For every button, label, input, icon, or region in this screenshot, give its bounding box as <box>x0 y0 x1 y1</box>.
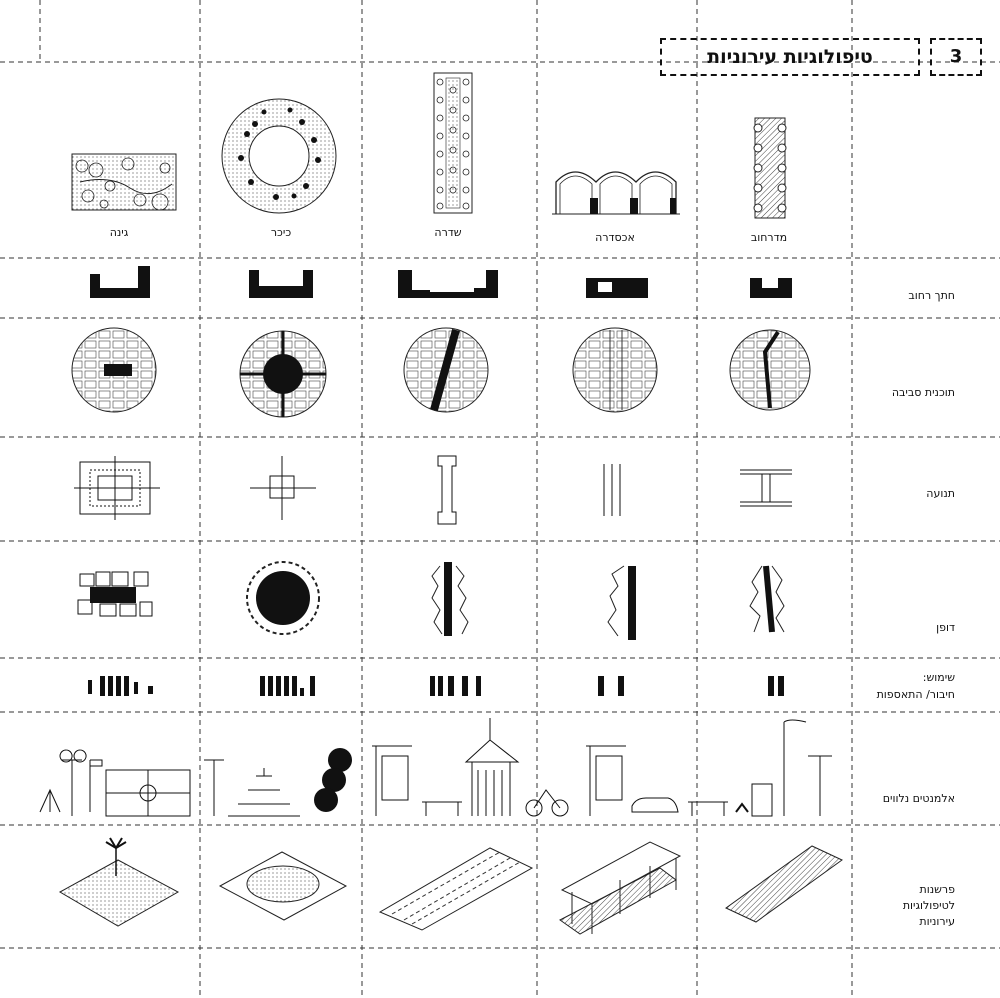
pedestrian-street-plan-icon <box>754 118 786 218</box>
row-label-usage-1: שימוש: <box>922 671 955 684</box>
pedestrian-interpretation-icon <box>726 846 842 922</box>
row-label-movement: תנועה <box>926 487 955 500</box>
garden-section-icon <box>90 266 150 298</box>
column-label-garden: גינה <box>109 226 129 239</box>
square-elements-icon <box>204 748 352 816</box>
boulevard-section-icon <box>398 270 498 298</box>
page-title: טיפולוגיות עירוניות <box>660 38 920 76</box>
square-surroundings-icon <box>240 331 326 417</box>
arcade-edge-icon <box>608 566 636 640</box>
garden-plan-icon <box>72 154 176 210</box>
row-label-interpretation-3: עירוניות <box>919 915 955 928</box>
arcade-elements-icon <box>526 746 678 816</box>
boulevard-movement-icon <box>438 456 456 524</box>
section-number: 3 <box>930 38 982 76</box>
row-label-surroundings: תוכנית סביבה <box>891 386 955 399</box>
row-label-interpretation-1: פרשנות <box>919 883 955 896</box>
column-label-arcade: אכסדרה <box>595 231 635 244</box>
garden-surroundings-icon <box>72 328 156 412</box>
square-movement-icon <box>250 456 316 520</box>
arcade-interpretation-icon <box>560 842 680 934</box>
row-label-usage-2: חיבור/ התאספות <box>876 688 955 701</box>
boulevard-interpretation-icon <box>380 848 532 930</box>
square-edge-icon <box>247 562 319 634</box>
garden-movement-icon <box>74 456 160 520</box>
column-label-pedestrian: מדרחוב <box>750 231 788 244</box>
garden-edge-icon <box>78 572 152 616</box>
boulevard-edge-icon <box>432 562 468 636</box>
boulevard-elements-icon <box>372 718 518 816</box>
arcade-surroundings-icon <box>573 328 657 412</box>
garden-elements-icon <box>40 750 190 816</box>
pedestrian-elements-icon <box>688 720 832 816</box>
pedestrian-section-icon <box>750 278 792 298</box>
pedestrian-movement-icon <box>740 470 792 506</box>
pedestrian-surroundings-icon <box>730 330 810 410</box>
row-label-edge: דופן <box>936 621 955 634</box>
column-label-boulevard: שדרה <box>434 226 462 239</box>
boulevard-plan-icon <box>434 73 472 213</box>
row-label-elements: אלמנטים נלווים <box>882 792 955 805</box>
garden-interpretation-icon <box>60 838 178 926</box>
arcade-elevation-icon <box>552 172 680 214</box>
square-interpretation-icon <box>220 852 346 920</box>
column-label-square: כיכר <box>270 226 292 239</box>
arcade-movement-icon <box>604 464 620 516</box>
square-section-icon <box>249 270 313 298</box>
row-label-interpretation-2: לטיפולוגיות <box>902 899 955 912</box>
boulevard-surroundings-icon <box>404 328 488 412</box>
people-silhouettes-icon <box>88 676 784 696</box>
row-label-section: חתך רחוב <box>908 289 955 302</box>
pedestrian-edge-icon <box>750 566 784 632</box>
arcade-section-icon <box>586 278 648 298</box>
square-plan-icon <box>222 99 336 213</box>
